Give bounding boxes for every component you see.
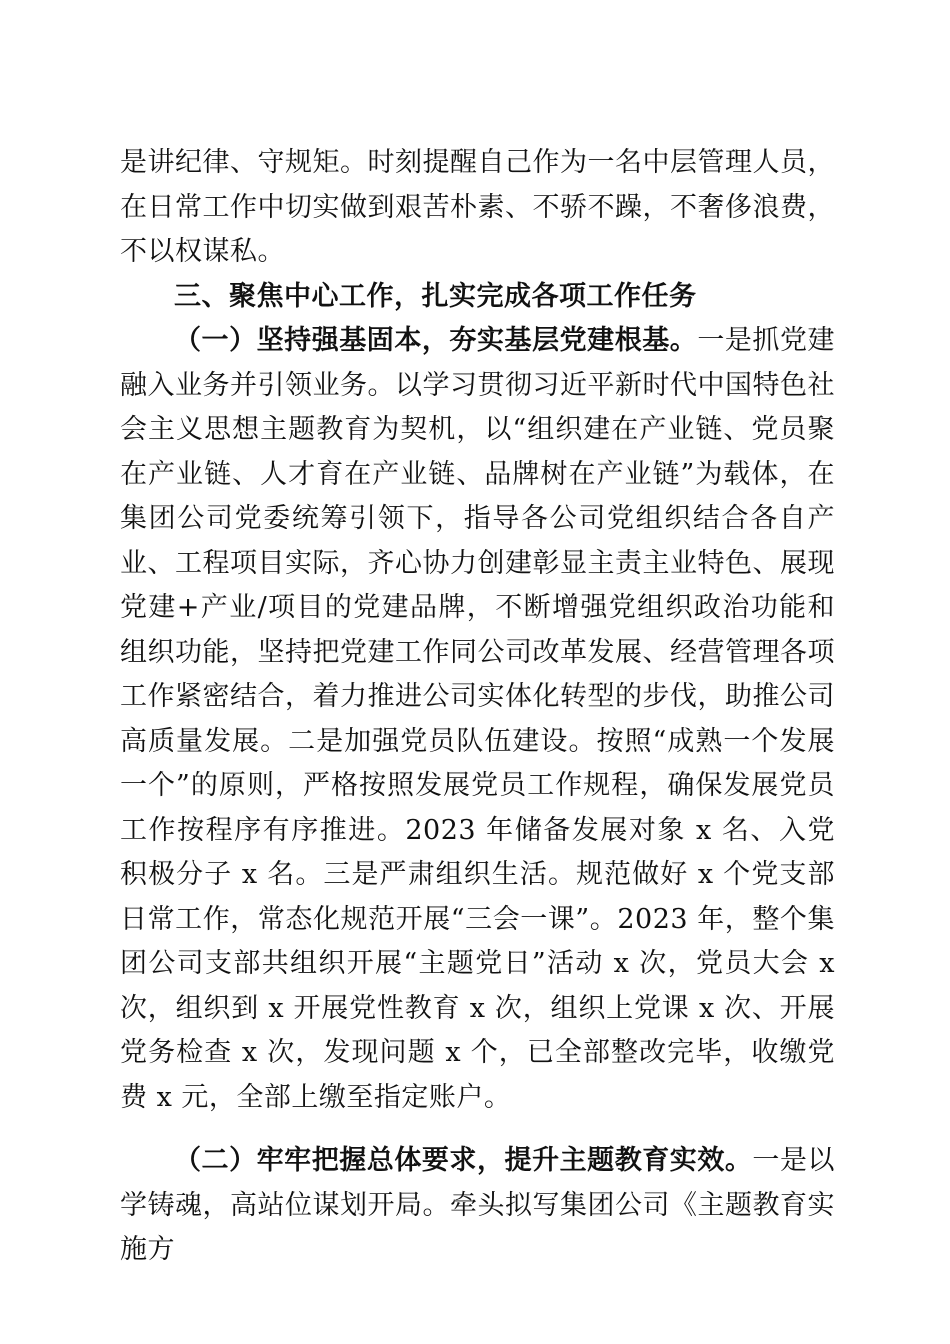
paragraph-continuation: 是讲纪律、守规矩。时刻提醒自己作为一名中层管理人员，在日常工作中切实做到艰苦朴素、不骄不躁，不奢侈浪费，不以权谋私。 (120, 147, 835, 267)
document-page (120, 141, 835, 1273)
paragraph-section-one (120, 319, 835, 1120)
section-two-body: 一是以学铸魂，高站位谋划开局。牵头拟写集团公司《主题教育实施方 (120, 1145, 836, 1265)
section-one-lead: （一）坚持强基固本，夯实基层党建根基。 (174, 325, 698, 356)
paragraph-section-two (120, 1139, 835, 1273)
section-two-lead: （二）牢牢把握总体要求，提升主题教育实效。 (174, 1145, 753, 1176)
section-one-body: 一是抓党建融入业务并引领业务。以学习贯彻习近平新时代中国特色社会主义思想主题教育为契机，以“组织建在产业链、党员聚在产业链、人才育在产业链、品牌树在产业链”为载体，在集团公司党委统筹引领下，指导各公司党组织结合各自产业、工程项目实际，齐心协力创建彰显主责主业特色、展现党建+产业/项目的党建品牌，不断增强党组织政治功能和组织功能，坚持把党建工作同公司改革发展、经营管理各项工作紧密结合，着力推进公司实体化转型的步伐，助推公司高质量发展。二是加强党员队伍建设。按照“成熟一个发展一个”的原则，严格按照发展党员工作规程，确保发展党员工作按程序有序推进。2023 年储备发展对象 x 名、入党积极分子 x 名。三是严肃组织生活。规范做好 x 个党支部日常工作，常态化规范开展“三会一课”。2023 年，整个集团公司支部共组织开展“主题党日”活动 x 次，党员大会 x 次，组织到 x 开展党性教育 x 次，组织上党课 x 次、开展党务检查 x 次，发现问题 x 个，已全部整改完毕，收缴党费 x 元，全部上缴至指定账户。 (120, 325, 836, 1113)
section-heading: 三、聚焦中心工作，扎实完成各项工作任务 (174, 280, 697, 312)
